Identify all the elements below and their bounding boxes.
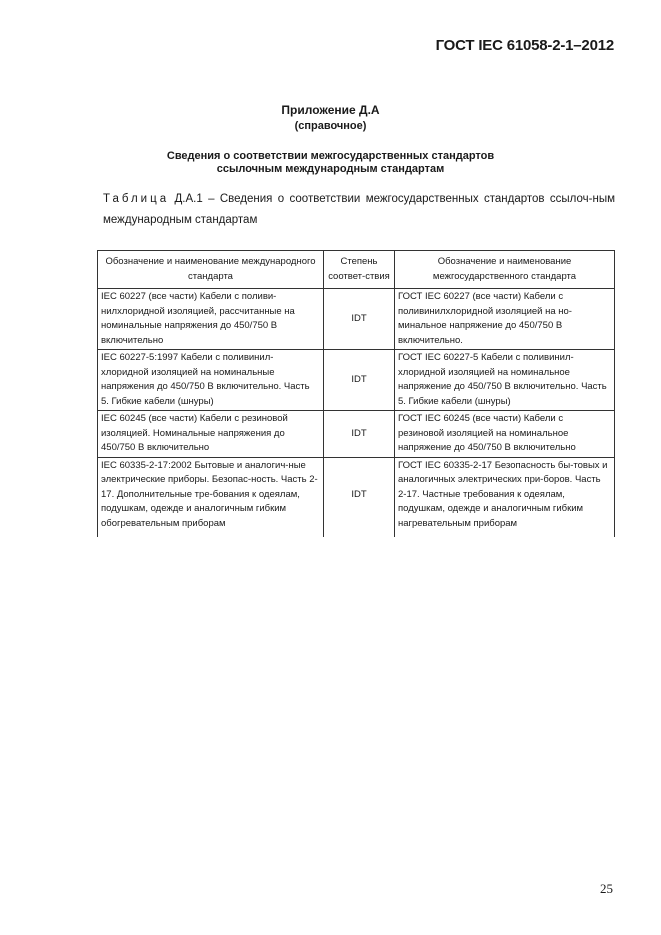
interstate-standard-cell: ГОСТ IEC 60227-5 Кабели с поливинил-хлоридной изоляцией на номинальное напряжение до 450/750 В включительно. Часть 5. Гибкие кабели (шнуры) [395, 350, 615, 411]
table-row [98, 289, 615, 350]
degree-cell: IDT [324, 411, 395, 458]
annex-title: Приложение Д.А [281, 103, 380, 117]
section-title-line-2: ссылочным международным стандартам [216, 163, 445, 175]
header-interstate-standard: Обозначение и наименование межгосударственного стандарта [395, 251, 615, 289]
table-header-row [98, 251, 615, 289]
international-standard-cell: IEC 60335-2-17:2002 Бытовые и аналогич-ные электрические приборы. Безопас-ность. Часть 2-17. Дополнительные тре-бования к одеялам, подушкам, одежде и аналогичным гибким обогревательным приборам [98, 457, 324, 537]
table-row [98, 457, 615, 537]
table-row [98, 411, 615, 458]
interstate-standard-cell: ГОСТ IEC 60245 (все части) Кабели с резиновой изоляцией на номинальное напряжение до 450/750 В включительно [395, 411, 615, 458]
international-standard-cell: IEC 60227 (все части) Кабели с поливи-нилхлоридной изоляцией, рассчитанные на номинальные напряжения до 450/750 В включительно [98, 289, 324, 350]
degree-cell: IDT [324, 350, 395, 411]
table-row [98, 350, 615, 411]
international-standard-cell: IEC 60245 (все части) Кабели с резиновой изоляцией. Номинальные напряжения до 450/750 В включительно [98, 411, 324, 458]
section-title [0, 150, 661, 176]
interstate-standard-cell: ГОСТ IEC 60227 (все части) Кабели с поливинилхлоридной изоляцией на но-минальное напряжение до 450/750 В включительно. [395, 289, 615, 350]
table-caption-text: Д.А.1 – Сведения о соответствии межгосударственных стандартов ссылоч-ным международным стандартам [103, 193, 615, 226]
international-standard-cell: IEC 60227-5:1997 Кабели с поливинил-хлоридной изоляцией на номинальные напряжения до 450/750 В включительно. Часть 5. Гибкие кабели (шнуры) [98, 350, 324, 411]
table-caption [103, 189, 615, 231]
interstate-standard-cell: ГОСТ IEC 60335-2-17 Безопасность бы-товых и аналогичных электрических при-боров. Часть 2-17. Частные требования к одеялам, подушкам, одежде и аналогичным гибким нагревательным приборам [395, 457, 615, 537]
annex-subtitle: (справочное) [294, 120, 367, 132]
degree-cell: IDT [324, 457, 395, 537]
header-degree-of-correspondence: Степень соответ-ствия [324, 251, 395, 289]
standard-designation: ГОСТ IEC 61058-2-1–2012 [435, 37, 614, 54]
page-number: 25 [600, 881, 613, 896]
header-international-standard: Обозначение и наименование международного стандарта [98, 251, 324, 289]
correspondence-table [97, 250, 615, 537]
section-title-line-1: Сведения о соответствии межгосударственных стандартов [166, 150, 495, 162]
degree-cell: IDT [324, 289, 395, 350]
table-caption-label: Таблица [103, 193, 170, 205]
